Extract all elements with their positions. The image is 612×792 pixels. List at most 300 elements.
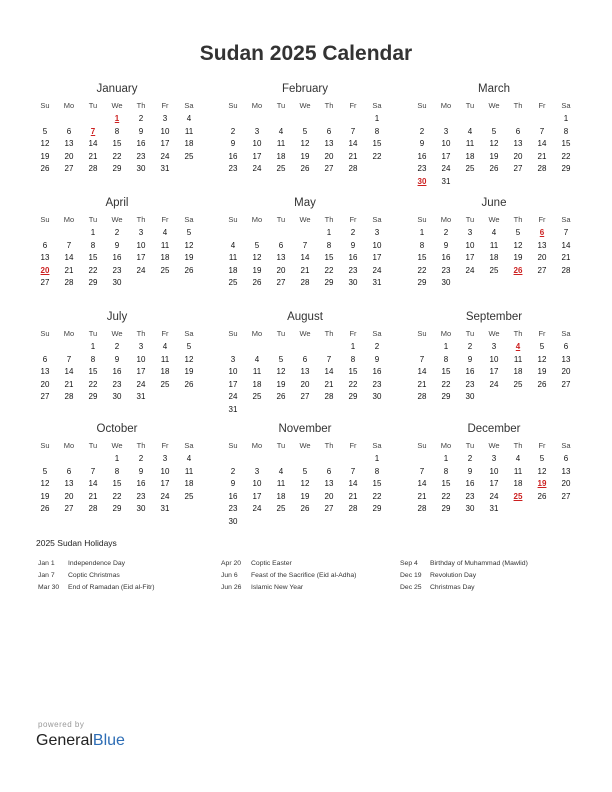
weekday-label: Mo <box>251 215 263 224</box>
day-cell: 21 <box>561 253 571 262</box>
day-cell: 24 <box>136 379 146 389</box>
day-cell: 25 <box>184 491 194 501</box>
day-cell <box>33 227 57 240</box>
day-cell: 3 <box>138 228 144 237</box>
day-cell: 2 <box>467 342 473 351</box>
month-name: June <box>481 197 507 209</box>
day-cell: 29 <box>88 392 98 401</box>
day-cell <box>269 227 293 240</box>
day-cell <box>57 341 81 354</box>
week-row <box>33 478 201 491</box>
day-cell <box>129 277 153 290</box>
day-cell <box>33 453 57 466</box>
day-cell: 22 <box>372 151 382 161</box>
weekday-header <box>410 99 578 113</box>
day-cell: 27 <box>513 164 523 173</box>
day-cell: 25 <box>276 164 286 173</box>
week-row <box>410 379 578 392</box>
day-cell: 20 <box>324 491 334 501</box>
weekday-label: Su <box>417 101 427 110</box>
day-cell: 6 <box>326 126 332 136</box>
day-cell: 7 <box>350 126 356 136</box>
day-cell: 15 <box>88 367 98 376</box>
day-cell: 13 <box>537 240 547 250</box>
day-cell: 22 <box>88 265 98 275</box>
day-cell: 7 <box>302 240 308 250</box>
day-cell: 20 <box>64 491 74 501</box>
day-cell: 7 <box>539 126 545 136</box>
day-cell: 6 <box>563 454 569 463</box>
day-cell: 12 <box>40 479 50 488</box>
day-cell: 17 <box>160 479 170 488</box>
day-cell: 30 <box>136 164 146 173</box>
week-row <box>33 453 201 466</box>
day-cell: 3 <box>254 466 260 476</box>
day-cell <box>410 341 434 354</box>
day-cell: 14 <box>417 479 427 488</box>
day-cell: 19 <box>276 379 286 389</box>
day-cell: 10 <box>489 466 499 476</box>
day-cell: 18 <box>252 379 262 389</box>
day-cell <box>482 113 506 126</box>
day-cell: 8 <box>563 126 569 136</box>
weekday-label: Tu <box>465 215 475 224</box>
day-cell: 21 <box>88 151 98 161</box>
week-row <box>33 113 201 126</box>
weekday-header <box>33 327 201 341</box>
day-cell: 2 <box>230 466 236 476</box>
week-row <box>33 366 201 379</box>
month-name: March <box>478 83 510 95</box>
day-cell <box>317 113 341 126</box>
holiday-row <box>400 582 580 594</box>
week-row <box>221 491 389 504</box>
day-cell: 28 <box>88 164 98 173</box>
week-row <box>221 453 389 466</box>
day-cell: 1 <box>114 454 120 463</box>
day-cell: 11 <box>252 367 262 376</box>
day-cell: 18 <box>489 253 499 262</box>
day-cell: 24 <box>372 265 382 275</box>
day-cell: 4 <box>162 228 168 237</box>
weekday-label: Tu <box>276 441 286 450</box>
holiday-name: Coptic Easter <box>251 560 292 567</box>
day-cell <box>482 277 506 290</box>
weekday-label: Mo <box>251 441 263 450</box>
day-cell: 2 <box>374 342 380 351</box>
weekday-header <box>33 213 201 227</box>
month-4 <box>221 196 389 290</box>
week-row <box>33 341 201 354</box>
day-cell: 6 <box>66 466 72 476</box>
day-cell: 24 <box>252 504 262 513</box>
day-cell: 26 <box>300 164 310 173</box>
weekday-label: Fr <box>538 329 546 338</box>
day-cell: 27 <box>276 278 286 287</box>
day-cell: 15 <box>348 367 358 376</box>
holiday-row <box>400 570 580 582</box>
day-cell: 12 <box>537 354 547 364</box>
day-cell: 16 <box>112 253 122 262</box>
day-cell: 21 <box>324 379 334 389</box>
day-cell: 30 <box>136 504 146 513</box>
day-cell: 22 <box>88 379 98 389</box>
day-cell: 9 <box>138 466 144 476</box>
day-cell: 26 <box>537 491 547 501</box>
day-cell: 11 <box>513 466 523 476</box>
day-cell: 25 <box>276 504 286 513</box>
week-row <box>221 404 389 417</box>
week-row <box>221 277 389 290</box>
month-5 <box>410 196 578 290</box>
holiday-row <box>221 582 401 594</box>
day-cell: 24 <box>465 265 475 275</box>
day-cell <box>293 453 317 466</box>
week-row <box>410 503 578 516</box>
week-row <box>221 391 389 404</box>
day-cell: 31 <box>160 164 170 173</box>
day-cell <box>341 453 365 466</box>
week-row <box>33 163 201 176</box>
day-cell: 4 <box>254 354 260 364</box>
page-title: Sudan 2025 Calendar <box>199 42 413 65</box>
holiday-day: 25 <box>513 491 523 501</box>
day-cell <box>317 341 341 354</box>
day-cell: 21 <box>88 491 98 501</box>
day-cell <box>177 503 201 516</box>
holiday-name: Birthday of Muhammad (Mawlid) <box>430 560 528 567</box>
day-cell: 10 <box>160 466 170 476</box>
day-cell: 31 <box>489 504 499 513</box>
weekday-label: Fr <box>349 329 357 338</box>
day-cell: 21 <box>64 379 74 389</box>
day-cell: 7 <box>419 466 425 476</box>
day-cell: 19 <box>40 491 50 501</box>
holiday-row <box>38 558 218 570</box>
weekday-header <box>221 327 389 341</box>
holiday-row <box>221 558 401 570</box>
day-cell <box>365 404 389 417</box>
day-cell: 4 <box>467 126 473 136</box>
day-cell: 4 <box>186 114 192 123</box>
day-cell <box>317 516 341 529</box>
day-cell <box>269 453 293 466</box>
day-cell: 11 <box>465 139 475 148</box>
day-cell: 3 <box>138 342 144 351</box>
day-cell: 11 <box>184 126 194 136</box>
weekday-header <box>33 99 201 113</box>
day-cell: 4 <box>162 342 168 351</box>
month-name: August <box>287 311 323 323</box>
day-cell: 25 <box>489 265 499 275</box>
day-cell <box>341 516 365 529</box>
day-cell: 24 <box>160 491 170 501</box>
day-cell: 6 <box>326 466 332 476</box>
day-cell <box>458 113 482 126</box>
day-cell: 6 <box>42 354 48 364</box>
weekday-label: Su <box>417 441 427 450</box>
day-cell: 27 <box>561 379 571 389</box>
holiday-name: Coptic Christmas <box>68 572 120 579</box>
week-row <box>410 163 578 176</box>
weekday-label: Mo <box>63 441 75 450</box>
day-cell: 5 <box>42 466 48 476</box>
weekday-label: Su <box>228 329 238 338</box>
day-cell <box>530 277 554 290</box>
day-cell: 18 <box>276 491 286 501</box>
month-name: February <box>281 83 329 95</box>
day-cell: 17 <box>465 253 475 262</box>
month-6 <box>33 310 201 404</box>
day-cell: 15 <box>372 139 382 148</box>
day-cell: 18 <box>160 253 170 262</box>
day-cell: 14 <box>88 139 98 148</box>
day-cell <box>221 453 245 466</box>
weekday-header <box>410 439 578 453</box>
day-cell <box>245 113 269 126</box>
day-cell: 7 <box>563 228 569 237</box>
week-row <box>33 466 201 479</box>
day-cell: 4 <box>491 228 497 237</box>
week-row <box>33 265 201 278</box>
weekday-label: We <box>488 441 500 450</box>
day-cell: 30 <box>112 278 122 287</box>
day-cell: 18 <box>160 367 170 376</box>
day-cell: 16 <box>372 367 382 376</box>
day-cell: 3 <box>491 454 497 463</box>
month-2 <box>410 82 578 188</box>
day-cell: 29 <box>561 164 571 173</box>
day-cell: 15 <box>441 479 451 488</box>
day-cell: 5 <box>539 342 545 351</box>
day-cell: 26 <box>40 164 50 173</box>
weekday-label: We <box>488 101 500 110</box>
day-cell: 22 <box>561 151 571 161</box>
day-cell: 11 <box>160 354 170 364</box>
day-cell: 4 <box>278 466 284 476</box>
day-cell: 25 <box>465 164 475 173</box>
day-cell <box>506 391 530 404</box>
day-cell: 29 <box>441 504 451 513</box>
day-cell: 20 <box>513 151 523 161</box>
day-cell: 16 <box>348 253 358 262</box>
week-row <box>33 240 201 253</box>
day-cell: 14 <box>348 139 358 148</box>
weekday-label: We <box>299 441 311 450</box>
day-cell: 8 <box>374 126 380 136</box>
day-cell: 19 <box>40 151 50 161</box>
day-cell: 10 <box>252 139 262 148</box>
day-cell: 23 <box>441 265 451 275</box>
day-cell: 4 <box>186 454 192 463</box>
day-cell: 12 <box>300 479 310 488</box>
day-cell <box>530 113 554 126</box>
day-cell: 21 <box>537 151 547 161</box>
day-cell: 1 <box>90 342 96 351</box>
day-cell: 8 <box>374 466 380 476</box>
day-cell <box>153 391 177 404</box>
holiday-date: Jun 26 <box>221 584 242 591</box>
day-cell: 18 <box>276 151 286 161</box>
day-cell: 16 <box>465 367 475 376</box>
day-cell <box>530 391 554 404</box>
day-cell <box>57 453 81 466</box>
week-row <box>221 163 389 176</box>
day-cell: 20 <box>537 253 547 262</box>
day-cell: 11 <box>160 240 170 250</box>
weekday-header <box>33 439 201 453</box>
day-cell: 13 <box>561 466 571 476</box>
week-row <box>33 227 201 240</box>
weekday-label: Fr <box>161 101 169 110</box>
day-cell: 1 <box>350 342 356 351</box>
day-cell: 28 <box>348 504 358 513</box>
day-cell: 5 <box>278 354 284 364</box>
week-row <box>33 391 201 404</box>
week-row <box>33 151 201 164</box>
month-name: May <box>294 197 316 209</box>
holiday-day: 1 <box>114 114 120 123</box>
holiday-day: 26 <box>513 265 523 275</box>
weekday-label: Mo <box>251 329 263 338</box>
week-row <box>410 240 578 253</box>
holiday-row <box>400 558 580 570</box>
weekday-label: We <box>111 101 123 110</box>
day-cell: 6 <box>278 240 284 250</box>
day-cell: 22 <box>112 491 122 501</box>
day-cell: 26 <box>40 504 50 513</box>
day-cell: 1 <box>419 228 425 237</box>
day-cell <box>81 113 105 126</box>
day-cell: 26 <box>184 379 194 389</box>
weekday-header <box>410 327 578 341</box>
day-cell: 8 <box>90 240 96 250</box>
day-cell: 15 <box>112 479 122 488</box>
holiday-name: Independence Day <box>68 560 126 567</box>
day-cell: 27 <box>64 164 74 173</box>
powered-by-text: powered by <box>38 720 85 729</box>
day-cell <box>293 341 317 354</box>
day-cell: 12 <box>184 240 194 250</box>
day-cell: 23 <box>228 504 238 513</box>
day-cell: 20 <box>561 367 571 376</box>
day-cell: 23 <box>465 491 475 501</box>
weekday-label: We <box>111 215 123 224</box>
day-cell: 23 <box>136 151 146 161</box>
week-row <box>410 252 578 265</box>
day-cell: 24 <box>489 491 499 501</box>
day-cell: 10 <box>228 367 238 376</box>
day-cell <box>81 453 105 466</box>
day-cell: 21 <box>64 265 74 275</box>
day-cell: 17 <box>228 379 238 389</box>
week-row <box>221 227 389 240</box>
day-cell <box>506 277 530 290</box>
day-cell: 26 <box>276 392 286 401</box>
day-cell <box>506 113 530 126</box>
week-row <box>410 354 578 367</box>
holiday-day: 30 <box>417 176 427 186</box>
day-cell <box>341 113 365 126</box>
brand-general: General <box>36 732 93 749</box>
day-cell <box>221 341 245 354</box>
month-10 <box>221 422 389 528</box>
day-cell: 5 <box>254 240 260 250</box>
day-cell: 21 <box>300 265 310 275</box>
day-cell: 26 <box>537 379 547 389</box>
day-cell: 23 <box>417 164 427 173</box>
day-cell <box>458 176 482 189</box>
day-cell: 14 <box>300 253 310 262</box>
day-cell: 3 <box>162 114 168 123</box>
day-cell: 29 <box>441 392 451 401</box>
holiday-row <box>221 570 401 582</box>
week-row <box>410 113 578 126</box>
week-row <box>410 478 578 491</box>
day-cell: 7 <box>350 466 356 476</box>
day-cell: 12 <box>40 139 50 148</box>
day-cell: 12 <box>537 466 547 476</box>
day-cell: 8 <box>419 240 425 250</box>
week-row <box>221 151 389 164</box>
day-cell: 20 <box>40 379 50 389</box>
day-cell: 28 <box>88 504 98 513</box>
day-cell <box>245 404 269 417</box>
day-cell: 8 <box>114 466 120 476</box>
day-cell: 29 <box>88 278 98 287</box>
day-cell: 15 <box>441 367 451 376</box>
day-cell: 6 <box>66 126 72 136</box>
day-cell: 17 <box>160 139 170 148</box>
month-1 <box>221 82 389 176</box>
day-cell: 4 <box>515 454 521 463</box>
generalblue-logo[interactable] <box>36 732 125 750</box>
week-row <box>410 366 578 379</box>
day-cell: 16 <box>136 479 146 488</box>
weekday-label: Su <box>40 215 50 224</box>
day-cell: 22 <box>324 265 334 275</box>
day-cell: 22 <box>417 265 427 275</box>
day-cell: 24 <box>136 265 146 275</box>
weekday-label: Sa <box>184 441 194 450</box>
day-cell: 15 <box>88 253 98 262</box>
weekday-label: Fr <box>349 101 357 110</box>
weekday-label: Fr <box>349 215 357 224</box>
day-cell: 22 <box>348 379 358 389</box>
day-cell: 10 <box>136 240 146 250</box>
day-cell: 18 <box>228 265 238 275</box>
week-row <box>410 126 578 139</box>
holidays-heading: 2025 Sudan Holidays <box>36 538 117 548</box>
day-cell: 18 <box>184 139 194 148</box>
day-cell: 6 <box>515 126 521 136</box>
day-cell <box>177 277 201 290</box>
weekday-label: Mo <box>251 101 263 110</box>
day-cell: 8 <box>443 354 449 364</box>
day-cell: 20 <box>64 151 74 161</box>
day-cell: 22 <box>441 491 451 501</box>
weekday-label: Sa <box>561 329 571 338</box>
day-cell: 9 <box>114 240 120 250</box>
day-cell <box>458 277 482 290</box>
day-cell: 8 <box>114 126 120 136</box>
day-cell: 23 <box>228 164 238 173</box>
day-cell <box>293 404 317 417</box>
day-cell: 10 <box>252 479 262 488</box>
day-cell: 17 <box>489 367 499 376</box>
day-cell: 5 <box>42 126 48 136</box>
day-cell: 6 <box>42 240 48 250</box>
